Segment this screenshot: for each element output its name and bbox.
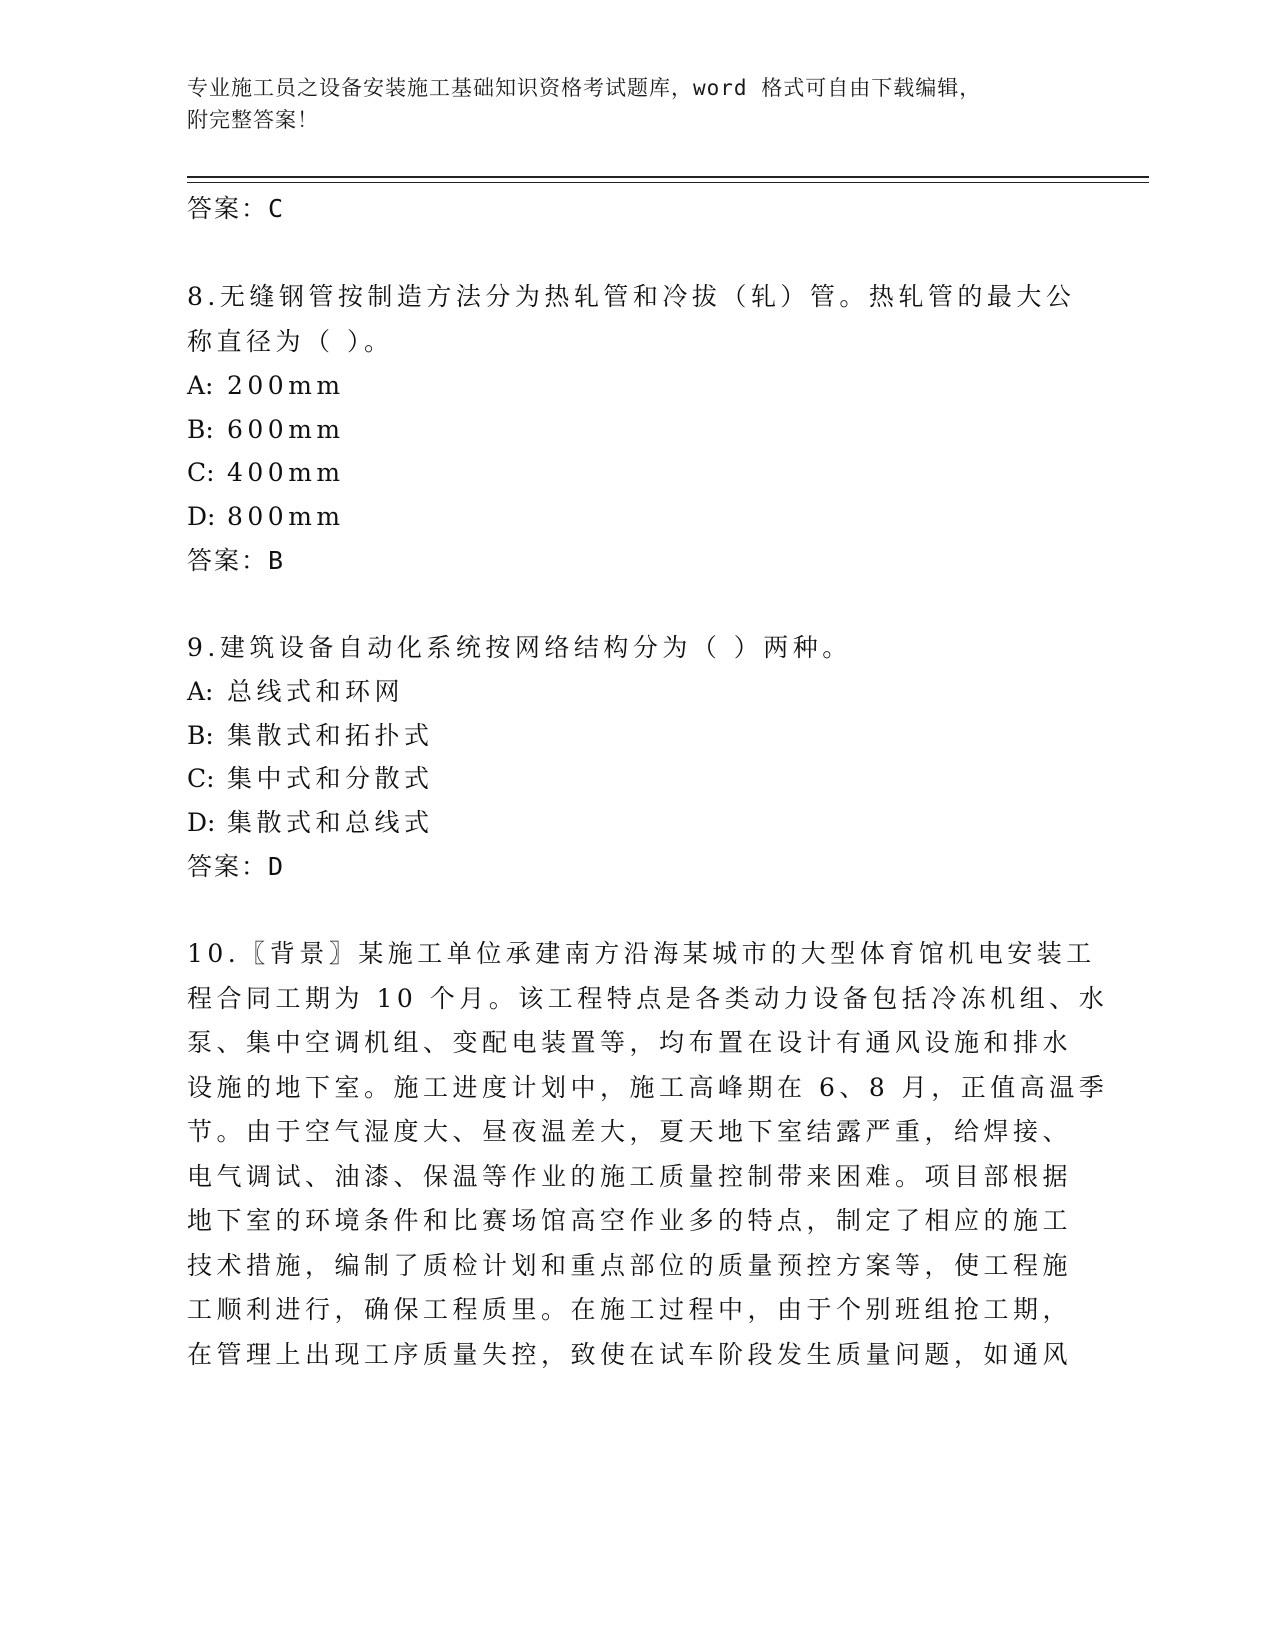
question-8-option-a <box>187 363 345 408</box>
option-text: 集中式和分散式 <box>227 764 434 793</box>
question-8-option-b <box>187 407 345 452</box>
question-8-option-d <box>187 494 345 539</box>
option-letter: A: <box>187 371 214 400</box>
option-text: 600mm <box>227 415 345 444</box>
question-10-line-8: 技术措施，编制了质检计划和重点部位的质量预控方案等，使工程施 <box>187 1251 1073 1280</box>
answer-value: B <box>268 546 284 575</box>
option-letter: B: <box>187 721 214 750</box>
option-text: 集散式和总线式 <box>227 808 434 837</box>
header-divider-thin <box>187 182 1149 183</box>
question-10-line-2: 程合同工期为 10 个月。该工程特点是各类动力设备包括冷冻机组、水 <box>187 984 1109 1013</box>
option-letter: D: <box>187 502 216 531</box>
answer-q8 <box>187 538 283 583</box>
answer-label: 答案： <box>187 546 269 575</box>
question-10-line-10: 在管理上出现工序质量失控，致使在试车阶段发生质量问题，如通风 <box>187 1340 1073 1369</box>
question-10-line-4: 设施的地下室。施工进度计划中，施工高峰期在 6、8 月，正值高温季 <box>187 1073 1109 1102</box>
answer-q9 <box>187 844 283 889</box>
option-text: 200mm <box>227 371 345 400</box>
header-divider-thick <box>187 176 1149 178</box>
document-header <box>187 72 1067 136</box>
option-letter: A: <box>187 677 214 706</box>
option-letter: C: <box>187 764 215 793</box>
option-letter: D: <box>187 808 216 837</box>
option-letter: B: <box>187 415 214 444</box>
header-line-2: 附完整答案！ <box>187 108 319 132</box>
answer-value: D <box>268 852 284 881</box>
answer-value: C <box>268 194 284 223</box>
question-9-stem-line-1: 9.建筑设备自动化系统按网络结构分为（ ）两种。 <box>187 633 852 662</box>
question-10-line-1: 10.〖背景〗某施工单位承建南方沿海某城市的大型体育馆机电安装工 <box>187 939 1096 968</box>
question-10-line-6: 电气调试、油漆、保温等作业的施工质量控制带来困难。项目部根据 <box>187 1162 1073 1191</box>
answer-label: 答案： <box>187 194 269 223</box>
option-letter: C: <box>187 458 215 487</box>
option-text: 400mm <box>227 458 345 487</box>
answer-q7 <box>187 186 283 231</box>
question-8-option-c <box>187 450 345 495</box>
option-text: 800mm <box>227 502 345 531</box>
question-9-option-c <box>187 756 434 801</box>
question-8-stem-line-2: 称直径为（ ）。 <box>187 327 394 356</box>
header-line-1: 专业施工员之设备安装施工基础知识资格考试题库，word 格式可自由下载编辑， <box>187 76 982 100</box>
question-10-line-5: 节。由于空气湿度大、昼夜温差大，夏天地下室结露严重，给焊接、 <box>187 1117 1073 1146</box>
option-text: 集散式和拓扑式 <box>227 721 434 750</box>
question-9-option-a <box>187 669 404 714</box>
question-9-option-d <box>187 800 434 845</box>
answer-label: 答案： <box>187 852 269 881</box>
question-8-stem-line-1: 8.无缝钢管按制造方法分为热轧管和冷拔（轧）管。热轧管的最大公 <box>187 282 1076 311</box>
question-10-line-7: 地下室的环境条件和比赛场馆高空作业多的特点，制定了相应的施工 <box>187 1206 1073 1235</box>
option-text: 总线式和环网 <box>227 677 405 706</box>
question-10-line-3: 泵、集中空调机组、变配电装置等，均布置在设计有通风设施和排水 <box>187 1028 1073 1057</box>
question-9-option-b <box>187 713 434 758</box>
question-10-line-9: 工顺利进行，确保工程质里。在施工过程中，由于个别班组抢工期， <box>187 1295 1073 1324</box>
